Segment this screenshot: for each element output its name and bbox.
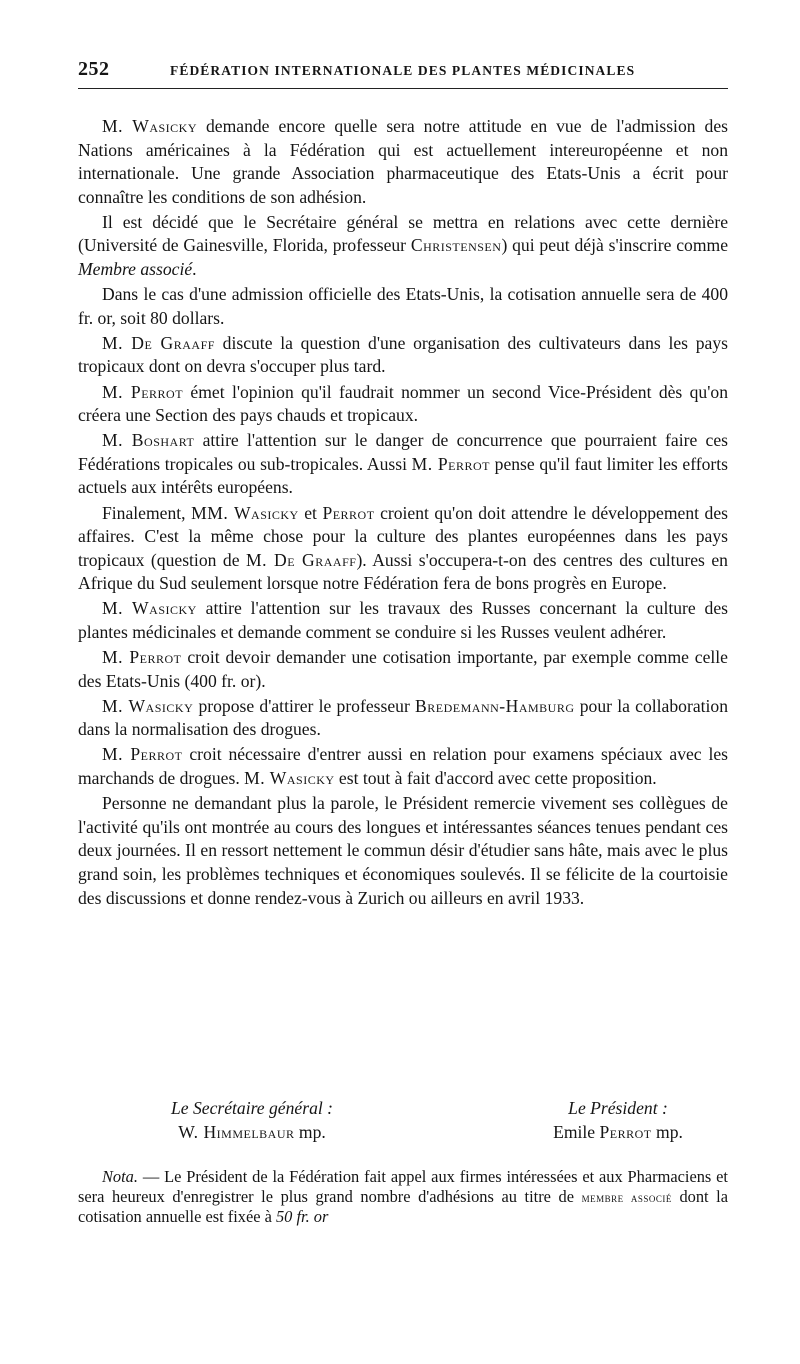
person-name: M. Wasicky xyxy=(244,768,335,789)
president-name-line xyxy=(508,1120,728,1144)
president-role: Le Président : xyxy=(568,1098,668,1118)
paragraph-1 xyxy=(78,115,728,209)
paragraph-text: pour la collaboration dans la normalisation des drogues. xyxy=(78,695,728,740)
minutes-body xyxy=(78,115,728,912)
note-caps-term: membre associé xyxy=(581,1189,672,1205)
person-name: MM. Wasicky xyxy=(191,502,299,523)
speaker-name: M. De Graaff xyxy=(102,332,215,353)
speaker-name: M. Perrot xyxy=(102,744,183,765)
person-name: M. Perrot xyxy=(411,453,490,474)
paragraph-10 xyxy=(78,695,728,742)
paragraph-text: discute la question d'une organisation des cultivateurs dans les pays tropicaux dont on devra s'occuper plus tard. xyxy=(78,332,729,377)
speaker-name: M. Wasicky xyxy=(102,695,194,716)
page-header xyxy=(78,58,728,89)
paragraph-text: croient qu'on doit attendre le développement des affaires. C'est la même chose pour la culture des plantes européennes dans les pays tropicaux (question de xyxy=(78,502,728,570)
paragraph-11 xyxy=(78,743,728,790)
paragraph-text: demande encore quelle sera notre attitude en vue de l'admission des Nations américaines à la Fédération qui est actuellement intereuropéenne et non internationale. Une grande Association pharmaceutique des Etats-Unis a écrit pour connaître les conditions de son adhésion. xyxy=(78,116,728,207)
paragraph-7 xyxy=(78,502,728,596)
president-signature xyxy=(508,1096,728,1144)
paragraph-text: attire l'attention sur les travaux des Russes concernant la culture des plantes médicinales et demande comment se conduire si les Russes veulent adhérer. xyxy=(78,598,729,642)
president-suffix: mp. xyxy=(651,1122,683,1142)
paragraph-text: est tout à fait d'accord avec cette proposition. xyxy=(334,768,657,789)
paragraph-text: . xyxy=(192,259,197,280)
note-amount: 50 fr. or xyxy=(275,1207,329,1227)
note-label: Nota. xyxy=(102,1167,138,1186)
paragraph-text: croit nécessaire d'entrer aussi en relation pour examens spéciaux avec les marchands de drogues. xyxy=(78,744,729,789)
signature-block xyxy=(78,1096,728,1148)
person-name: M. De Graaff xyxy=(246,549,357,570)
paragraph-6 xyxy=(78,429,728,500)
paragraph-text: attire l'attention sur le danger de concurrence que pourraient faire ces Fédérations tropicales ou sub-tropicales. Aussi xyxy=(78,430,728,474)
paragraph-2 xyxy=(78,211,728,282)
paragraph-text: Finalement, xyxy=(102,502,192,523)
paragraph-9 xyxy=(78,646,728,693)
president-first-name: Emile xyxy=(553,1122,600,1142)
paragraph-text: émet l'opinion qu'il faudrait nommer un second Vice-Président dès qu'on créera une Section des pays chauds et tropicaux. xyxy=(78,381,728,426)
paragraph-text: et xyxy=(298,502,323,523)
person-name: Christensen xyxy=(410,235,502,256)
paragraph-5 xyxy=(78,381,728,428)
person-name: Perrot xyxy=(322,502,375,523)
note-text: — Le Président de la Fédération fait appel aux firmes intéressées et aux Pharmaciens et sera heureux d'enregistrer le plus grand nombre d'adhésions au titre de xyxy=(78,1167,728,1206)
page-number: 252 xyxy=(78,58,110,80)
paragraph-text: ) qui peut déjà s'inscrire comme xyxy=(501,235,728,256)
person-name: Bredemann-Hamburg xyxy=(415,695,575,716)
president-name: Perrot xyxy=(599,1122,652,1142)
secretary-name: W. Himmelbaur xyxy=(178,1122,295,1142)
note-paragraph xyxy=(78,1167,728,1227)
paragraph-text: Il est décidé que le Secrétaire général se mettra en relations avec cette dernière (Université de Gainesville, Florida, professeur xyxy=(78,211,728,256)
secretary-name-line xyxy=(142,1120,362,1144)
paragraph-text: croit devoir demander une cotisation importante, par exemple comme celle des Etats-Unis (400 fr. or). xyxy=(78,647,728,691)
paragraph-text: ). Aussi s'occupera-t-on des centres des cultures en Afrique du Sud seulement lorsque notre Fédération fera de bons progrès en Europe. xyxy=(78,549,728,594)
speaker-name: M. Wasicky xyxy=(102,598,197,619)
paragraph-text: Personne ne demandant plus la parole, le Président remercie vivement ses collègues de l'activité qu'ils ont montrée au cours des longues et intéressantes séances tenues pendant ces deux journées. Il en ressort nettement le commun désir d'étudier sans hâte, mais avec le plus grand soin, les problèmes techniques et économiques soulevés. Il se félicite de la courtoisie des discussions et donne rendez-vous à Zurich ou ailleurs en avril 1933. xyxy=(78,793,728,908)
speaker-name: M. Perrot xyxy=(102,381,184,402)
paragraph-text: propose d'attirer le professeur xyxy=(193,695,416,716)
speaker-name: M. Wasicky xyxy=(102,116,197,136)
italic-term: Membre associé xyxy=(78,259,193,280)
nota-note xyxy=(78,1167,728,1227)
secretary-signature xyxy=(142,1096,362,1144)
paragraph-text: pense qu'il faut limiter les efforts actuels aux intérêts européens. xyxy=(78,453,729,498)
note-text: dont la cotisation annuelle est fixée à xyxy=(78,1186,729,1227)
paragraph-8 xyxy=(78,597,728,644)
paragraph-3 xyxy=(78,283,728,330)
running-title: FÉDÉRATION INTERNATIONALE DES PLANTES MÉDICINALES xyxy=(170,63,636,78)
paragraph-text: Dans le cas d'une admission officielle des Etats-Unis, la cotisation annuelle sera de 400 fr. or, soit 80 dollars. xyxy=(78,284,728,328)
speaker-name: M. Boshart xyxy=(102,430,195,451)
secretary-suffix: mp. xyxy=(294,1122,326,1142)
speaker-name: M. Perrot xyxy=(102,647,182,668)
paragraph-4 xyxy=(78,332,728,379)
secretary-role: Le Secrétaire général : xyxy=(170,1098,334,1118)
paragraph-12 xyxy=(78,792,728,910)
